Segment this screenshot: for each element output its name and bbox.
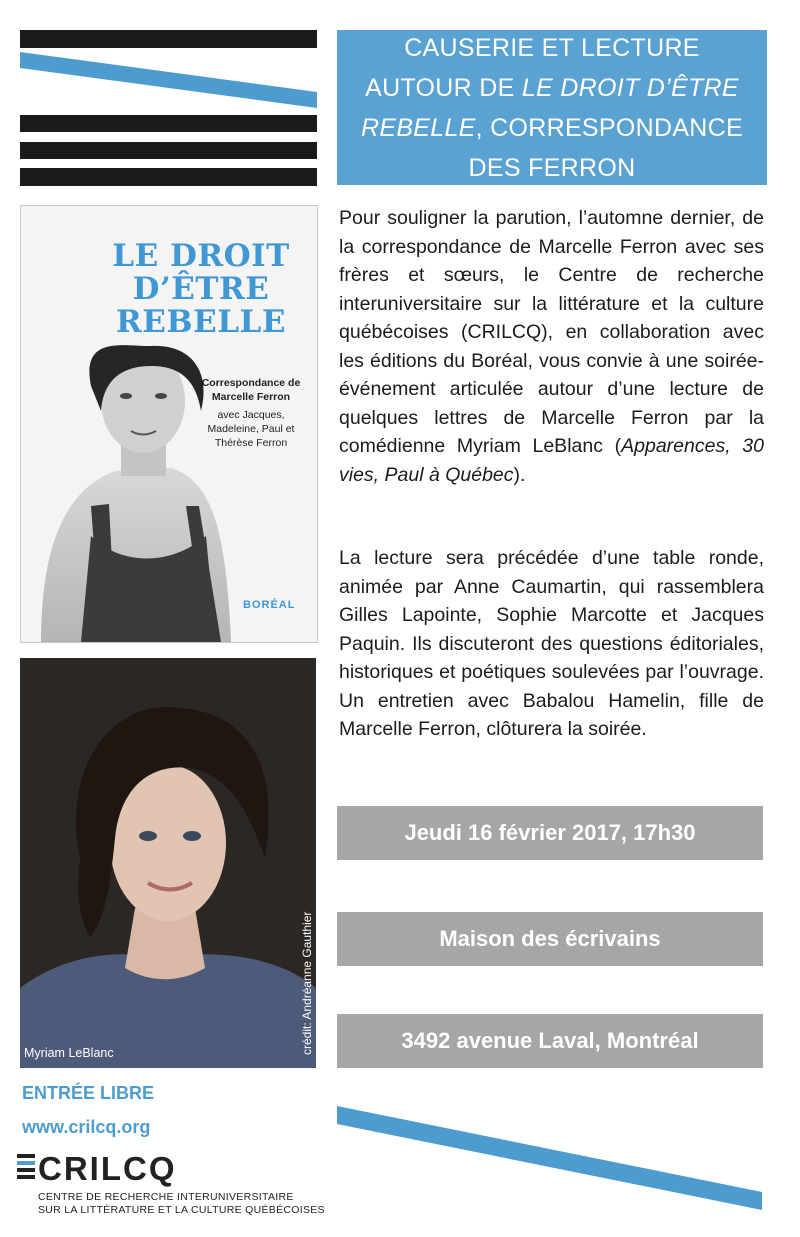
decor-bar (20, 115, 317, 132)
cover-with: Madeleine, Paul et (207, 423, 295, 435)
paragraph-text: Pour souligner la parution, l’automne dernier, de la correspondance de Marcelle Ferron avec ses frères et sœurs, le Centre de recherche interuniversitaire sur la littérature et la culture québécoises (CRILCQ), en collaboration avec les éditions du Boréal, vous convie à une soirée-événement articulée autour d’une lecture de quelques lettres de Marcelle Ferron par la comédienne Myriam LeBlanc ( (339, 207, 764, 457)
title-line-2 (337, 68, 767, 108)
decor-bar (20, 168, 317, 186)
cover-subtitle: Correspondance de (201, 377, 301, 389)
organization-fullname-2: SUR LA LITTÉRATURE ET LA CULTURE QUÉBÉCOISES (38, 1204, 325, 1216)
title-line-3 (337, 108, 767, 148)
portrait-photo (20, 658, 316, 1068)
title-book-name: REBELLE (360, 113, 476, 142)
event-title (337, 30, 767, 185)
website-link[interactable]: www.crilcq.org (22, 1117, 151, 1137)
blue-diagonal-stripe-bottom (337, 1106, 762, 1210)
cover-title-line: REBELLE (116, 304, 286, 340)
photo-caption: Myriam LeBlanc (24, 1046, 114, 1060)
blue-diagonal-stripe (20, 52, 317, 108)
title-text: , CORRESPONDANCE (475, 113, 743, 142)
cover-with: avec Jacques, (217, 409, 285, 421)
photo-credit-text: crédit: Andréanne Gauthier (300, 911, 314, 1055)
organization-fullname-1: CENTRE DE RECHERCHE INTERUNIVERSITAIRE (38, 1191, 294, 1203)
decor-bar (20, 142, 317, 159)
free-entry-label: ENTRÉE LIBRE (22, 1083, 155, 1103)
event-venue: Maison des écrivains (337, 912, 763, 966)
cover-title-line: D’ÊTRE (132, 271, 270, 307)
description-paragraph-2: La lecture sera précédée d’une table ronde, animée par Anne Caumartin, qui rassemblera Gilles Lapointe, Sophie Marcotte et Jacques Paquin. Ils discuteront des questions éditoriales, historiques et poétiques soulevées par l’ouvrage. Un entretien avec Babalou Hamelin, fille de Marcelle Ferron, clôturera la soirée. (339, 547, 764, 740)
title-line-1: CAUSERIE ET LECTURE (404, 33, 700, 62)
event-date: Jeudi 16 février 2017, 17h30 (337, 806, 763, 860)
cover-subtitle: Marcelle Ferron (211, 391, 291, 403)
cover-publisher: BORÉAL (243, 599, 296, 611)
title-book-name: LE DROIT D’ÊTRE (521, 73, 739, 102)
portrait-image (20, 658, 316, 1068)
event-address: 3492 avenue Laval, Montréal (337, 1014, 763, 1068)
book-cover-image (20, 205, 318, 643)
title-line-4: DES FERRON (468, 153, 636, 182)
title-text: AUTOUR DE (365, 73, 522, 102)
cover-title-line: LE DROIT (112, 238, 290, 274)
description-paragraph-1 (339, 204, 764, 489)
cover-with: Thérèse Ferron (214, 437, 288, 449)
crilcq-logo-icon (17, 1152, 39, 1182)
organization-logo-name: CRILCQ (38, 1150, 177, 1187)
paragraph-italic-titles: Apparences, 30 vies, Paul à Québec (339, 435, 764, 486)
paragraph-text: ). (513, 463, 526, 486)
